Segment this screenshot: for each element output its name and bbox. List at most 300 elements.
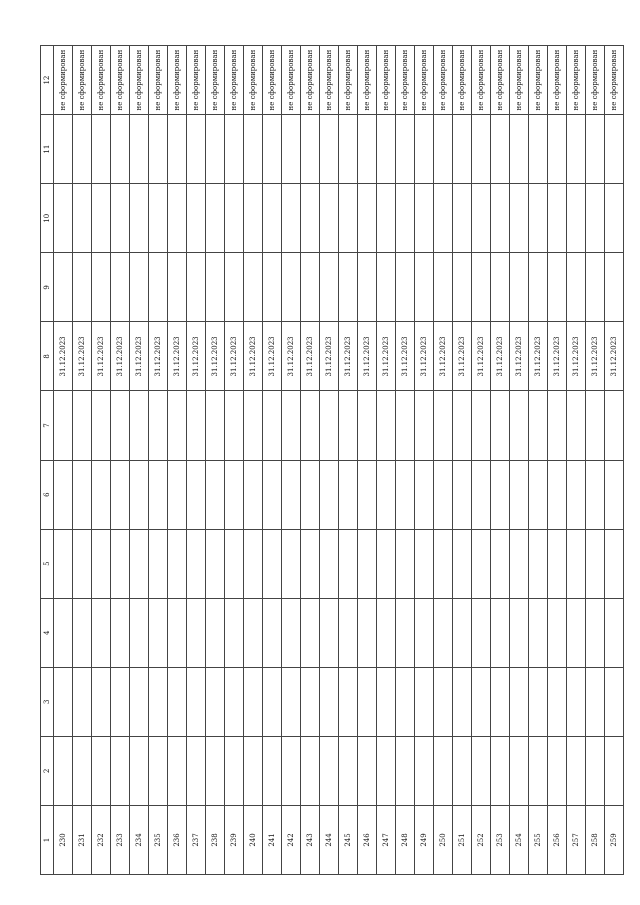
table-cell — [605, 391, 624, 460]
table-cell — [548, 667, 567, 736]
table-cell — [396, 598, 415, 667]
table-cell — [396, 667, 415, 736]
table-row — [187, 46, 206, 875]
table-cell — [92, 529, 111, 598]
table-cell — [567, 460, 586, 529]
table-cell — [320, 115, 339, 184]
table-cell — [130, 598, 149, 667]
table-cell — [434, 529, 453, 598]
table-row — [244, 46, 263, 875]
table-row — [73, 46, 92, 875]
table-cell — [149, 253, 168, 322]
table-cell — [92, 253, 111, 322]
table-cell — [415, 115, 434, 184]
table-cell: 231 — [73, 805, 92, 874]
table-cell — [168, 529, 187, 598]
table-cell — [187, 529, 206, 598]
table-cell — [377, 253, 396, 322]
table-row — [225, 46, 244, 875]
table-cell: 31.12.2023 — [73, 322, 92, 391]
table-cell — [301, 598, 320, 667]
table-cell — [339, 736, 358, 805]
table-row — [206, 46, 225, 875]
table-cell: 248 — [396, 805, 415, 874]
table-row — [320, 46, 339, 875]
table-cell — [434, 736, 453, 805]
table-cell: 31.12.2023 — [586, 322, 605, 391]
table-cell — [358, 529, 377, 598]
table-cell — [567, 529, 586, 598]
table-cell — [453, 736, 472, 805]
table-cell — [472, 460, 491, 529]
column-header: 10 — [41, 184, 54, 253]
table-cell — [54, 667, 73, 736]
table-cell: не сформирован — [206, 46, 225, 115]
column-header: 9 — [41, 253, 54, 322]
table-cell — [396, 391, 415, 460]
table-cell — [244, 667, 263, 736]
table-cell: не сформирован — [567, 46, 586, 115]
table-cell — [92, 391, 111, 460]
table-cell — [263, 391, 282, 460]
table-cell: не сформирован — [358, 46, 377, 115]
table-cell: 31.12.2023 — [453, 322, 472, 391]
table-cell — [320, 529, 339, 598]
table-cell — [187, 460, 206, 529]
table-cell: 31.12.2023 — [377, 322, 396, 391]
table-cell — [111, 460, 130, 529]
table-cell: 31.12.2023 — [434, 322, 453, 391]
table-cell — [567, 115, 586, 184]
table-cell: 31.12.2023 — [396, 322, 415, 391]
table-cell: 31.12.2023 — [605, 322, 624, 391]
table-cell — [206, 460, 225, 529]
table-cell — [396, 184, 415, 253]
table-cell — [73, 667, 92, 736]
table-cell — [187, 736, 206, 805]
table-cell — [377, 184, 396, 253]
table-cell: 245 — [339, 805, 358, 874]
table-cell — [168, 391, 187, 460]
column-header: 11 — [41, 115, 54, 184]
table-cell: не сформирован — [453, 46, 472, 115]
table-cell — [149, 184, 168, 253]
table-cell — [358, 598, 377, 667]
table-cell — [301, 460, 320, 529]
table-cell: 31.12.2023 — [548, 322, 567, 391]
table-cell: не сформирован — [548, 46, 567, 115]
table-cell — [111, 253, 130, 322]
table-cell — [510, 391, 529, 460]
table-cell — [206, 391, 225, 460]
table-cell: 241 — [263, 805, 282, 874]
table-cell: не сформирован — [415, 46, 434, 115]
table-cell: 235 — [149, 805, 168, 874]
table-cell — [339, 391, 358, 460]
table-cell — [187, 391, 206, 460]
table-cell — [548, 598, 567, 667]
table-cell: 31.12.2023 — [168, 322, 187, 391]
table-cell — [225, 529, 244, 598]
table-row — [54, 46, 73, 875]
table-cell: 253 — [491, 805, 510, 874]
table-cell — [472, 391, 491, 460]
table-cell: 255 — [529, 805, 548, 874]
table-row — [111, 46, 130, 875]
table-cell: 31.12.2023 — [472, 322, 491, 391]
column-header: 1 — [41, 805, 54, 874]
table-cell — [586, 736, 605, 805]
table-cell: 31.12.2023 — [491, 322, 510, 391]
table-cell: 242 — [282, 805, 301, 874]
table-cell — [548, 736, 567, 805]
table-cell — [510, 115, 529, 184]
table-cell — [358, 667, 377, 736]
table-cell — [377, 115, 396, 184]
table-cell — [206, 253, 225, 322]
table-cell — [168, 598, 187, 667]
table-cell — [301, 667, 320, 736]
table-cell: не сформирован — [54, 46, 73, 115]
table-cell — [586, 115, 605, 184]
table-cell: 31.12.2023 — [529, 322, 548, 391]
table-cell — [149, 115, 168, 184]
table-cell — [187, 115, 206, 184]
column-header: 7 — [41, 391, 54, 460]
table-cell: не сформирован — [339, 46, 358, 115]
table-row — [491, 46, 510, 875]
table-cell — [529, 253, 548, 322]
table-cell — [149, 598, 168, 667]
table-cell: 258 — [586, 805, 605, 874]
table-cell: 31.12.2023 — [263, 322, 282, 391]
table-cell — [415, 184, 434, 253]
table-cell — [567, 736, 586, 805]
table-cell — [130, 460, 149, 529]
table-cell: 244 — [320, 805, 339, 874]
table-cell: 234 — [130, 805, 149, 874]
table-cell — [529, 529, 548, 598]
table-cell — [491, 460, 510, 529]
table-cell — [377, 529, 396, 598]
table-cell — [434, 598, 453, 667]
table-cell: не сформирован — [73, 46, 92, 115]
table-cell — [358, 736, 377, 805]
table-cell: 31.12.2023 — [130, 322, 149, 391]
table-cell — [320, 598, 339, 667]
table-cell — [339, 667, 358, 736]
table-row — [130, 46, 149, 875]
table-row — [282, 46, 301, 875]
table-cell — [301, 253, 320, 322]
table-row — [92, 46, 111, 875]
table-cell — [453, 253, 472, 322]
table-cell — [605, 115, 624, 184]
table-cell — [263, 115, 282, 184]
table-cell — [130, 736, 149, 805]
table-cell — [73, 115, 92, 184]
table-cell — [263, 253, 282, 322]
table-cell — [567, 598, 586, 667]
table-cell — [529, 184, 548, 253]
table-cell — [396, 736, 415, 805]
table-cell: 230 — [54, 805, 73, 874]
column-header: 2 — [41, 736, 54, 805]
table-cell — [225, 115, 244, 184]
table-cell: 257 — [567, 805, 586, 874]
table-row — [510, 46, 529, 875]
table-cell — [206, 184, 225, 253]
table-cell — [168, 460, 187, 529]
table-cell — [472, 529, 491, 598]
table-cell — [567, 391, 586, 460]
table-cell — [187, 667, 206, 736]
table-cell — [282, 184, 301, 253]
table-cell — [301, 736, 320, 805]
table-cell — [263, 184, 282, 253]
table-cell: не сформирован — [301, 46, 320, 115]
table-cell — [510, 253, 529, 322]
table-cell: не сформирован — [529, 46, 548, 115]
column-header: 4 — [41, 598, 54, 667]
rotated-register — [40, 45, 618, 875]
table-cell — [206, 598, 225, 667]
table-cell — [586, 460, 605, 529]
table-cell — [54, 460, 73, 529]
table-cell — [339, 184, 358, 253]
table-cell: 252 — [472, 805, 491, 874]
table-cell: 237 — [187, 805, 206, 874]
table-cell — [548, 253, 567, 322]
table-cell — [206, 115, 225, 184]
table-cell — [567, 667, 586, 736]
table-cell — [358, 253, 377, 322]
table-cell — [510, 529, 529, 598]
table-cell: 31.12.2023 — [111, 322, 130, 391]
table-cell: не сформирован — [149, 46, 168, 115]
table-row — [453, 46, 472, 875]
table-cell — [168, 736, 187, 805]
table-cell — [130, 115, 149, 184]
table-cell — [73, 460, 92, 529]
table-cell — [529, 598, 548, 667]
table-cell — [111, 598, 130, 667]
table-cell: не сформирован — [263, 46, 282, 115]
table-cell: не сформирован — [168, 46, 187, 115]
table-cell: 254 — [510, 805, 529, 874]
table-row — [358, 46, 377, 875]
column-header: 12 — [41, 46, 54, 115]
table-cell — [510, 736, 529, 805]
table-cell — [149, 391, 168, 460]
table-cell — [548, 460, 567, 529]
table-cell — [225, 184, 244, 253]
table-cell — [586, 184, 605, 253]
table-cell — [206, 529, 225, 598]
table-cell — [111, 184, 130, 253]
table-cell — [92, 598, 111, 667]
table-cell — [282, 391, 301, 460]
table-cell — [263, 736, 282, 805]
table-cell — [225, 598, 244, 667]
table-cell — [149, 736, 168, 805]
table-cell — [339, 115, 358, 184]
table-cell — [529, 391, 548, 460]
table-cell — [491, 598, 510, 667]
table-cell — [415, 253, 434, 322]
table-row — [567, 46, 586, 875]
table-cell — [320, 253, 339, 322]
table-cell — [149, 529, 168, 598]
table-cell: 31.12.2023 — [320, 322, 339, 391]
table-cell: 31.12.2023 — [244, 322, 263, 391]
table-cell — [225, 391, 244, 460]
table-cell — [339, 253, 358, 322]
table-cell: 246 — [358, 805, 377, 874]
table-cell — [491, 184, 510, 253]
table-cell — [434, 253, 453, 322]
table-row — [548, 46, 567, 875]
table-cell — [130, 184, 149, 253]
table-cell: 31.12.2023 — [206, 322, 225, 391]
table-cell — [301, 529, 320, 598]
table-cell — [92, 736, 111, 805]
table-cell — [491, 115, 510, 184]
table-cell — [548, 391, 567, 460]
table-cell — [130, 391, 149, 460]
table-cell — [54, 736, 73, 805]
table-cell — [225, 460, 244, 529]
table-cell: 240 — [244, 805, 263, 874]
table-cell — [358, 115, 377, 184]
table-cell — [168, 184, 187, 253]
table-cell — [434, 184, 453, 253]
table-cell: 31.12.2023 — [510, 322, 529, 391]
table-cell — [244, 115, 263, 184]
table-cell — [415, 667, 434, 736]
table-cell: не сформирован — [396, 46, 415, 115]
table-cell: не сформирован — [605, 46, 624, 115]
table-row — [301, 46, 320, 875]
table-cell: не сформирован — [491, 46, 510, 115]
table-cell — [73, 184, 92, 253]
table-cell — [73, 391, 92, 460]
table-cell: 233 — [111, 805, 130, 874]
table-cell — [434, 391, 453, 460]
table-cell — [111, 391, 130, 460]
table-cell: 31.12.2023 — [92, 322, 111, 391]
table-cell — [225, 736, 244, 805]
table-cell: 31.12.2023 — [149, 322, 168, 391]
table-cell — [54, 391, 73, 460]
table-cell — [415, 529, 434, 598]
table-cell: не сформирован — [510, 46, 529, 115]
table-row — [415, 46, 434, 875]
table-cell: не сформирован — [225, 46, 244, 115]
table-cell — [605, 529, 624, 598]
table-cell — [586, 391, 605, 460]
table-row — [149, 46, 168, 875]
table-cell: 31.12.2023 — [301, 322, 320, 391]
table-cell — [396, 460, 415, 529]
table-cell — [434, 667, 453, 736]
table-row — [339, 46, 358, 875]
table-cell — [263, 667, 282, 736]
header-row — [41, 46, 54, 875]
table-cell: не сформирован — [244, 46, 263, 115]
table-cell: 31.12.2023 — [358, 322, 377, 391]
table-cell — [586, 667, 605, 736]
table-row — [168, 46, 187, 875]
table-cell — [605, 667, 624, 736]
table-cell — [282, 598, 301, 667]
table-cell — [510, 460, 529, 529]
table-cell: 232 — [92, 805, 111, 874]
table-cell — [529, 115, 548, 184]
table-row — [263, 46, 282, 875]
table-cell — [320, 184, 339, 253]
table-cell — [377, 667, 396, 736]
table-cell — [225, 253, 244, 322]
table-cell — [453, 460, 472, 529]
table-cell: не сформирован — [434, 46, 453, 115]
table-cell — [529, 736, 548, 805]
table-cell — [54, 115, 73, 184]
table-cell — [130, 529, 149, 598]
table-cell — [111, 667, 130, 736]
table-cell — [263, 529, 282, 598]
table-cell — [263, 460, 282, 529]
table-cell — [415, 391, 434, 460]
table-cell — [149, 667, 168, 736]
table-cell — [491, 736, 510, 805]
table-cell — [605, 460, 624, 529]
table-cell: 31.12.2023 — [339, 322, 358, 391]
table-cell — [358, 391, 377, 460]
table-cell — [472, 184, 491, 253]
register-table — [40, 45, 624, 875]
table-cell — [339, 598, 358, 667]
table-cell — [453, 667, 472, 736]
table-cell — [529, 460, 548, 529]
table-cell — [282, 736, 301, 805]
table-cell: не сформирован — [320, 46, 339, 115]
table-cell — [586, 253, 605, 322]
table-cell — [130, 667, 149, 736]
table-row — [377, 46, 396, 875]
column-header: 6 — [41, 460, 54, 529]
table-cell — [472, 667, 491, 736]
table-cell — [54, 529, 73, 598]
table-cell — [453, 598, 472, 667]
table-cell — [396, 115, 415, 184]
table-row — [529, 46, 548, 875]
table-cell — [605, 736, 624, 805]
table-cell — [529, 667, 548, 736]
table-cell — [434, 460, 453, 529]
table-cell — [282, 460, 301, 529]
table-cell: не сформирован — [92, 46, 111, 115]
table-cell — [586, 598, 605, 667]
table-cell — [510, 667, 529, 736]
table-cell — [282, 667, 301, 736]
table-cell — [339, 460, 358, 529]
table-cell: 31.12.2023 — [225, 322, 244, 391]
table-cell: 256 — [548, 805, 567, 874]
table-cell — [73, 736, 92, 805]
table-cell — [453, 115, 472, 184]
table-cell — [54, 598, 73, 667]
